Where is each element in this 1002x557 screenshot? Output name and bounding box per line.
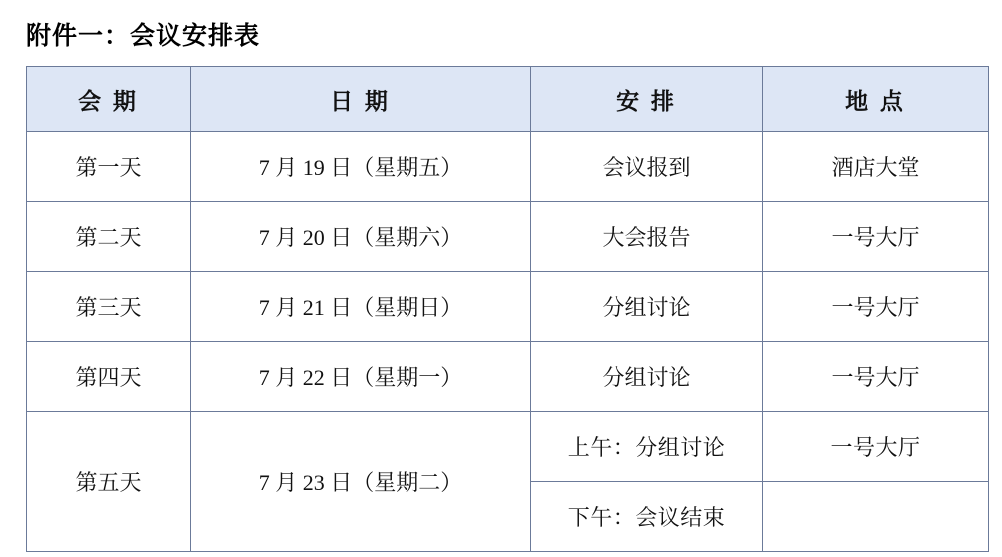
table-row <box>27 342 989 412</box>
column-header-venue: 地 点 <box>763 67 989 132</box>
cell-venue: 一号大厅 <box>763 412 989 482</box>
column-header-date: 日 期 <box>191 67 531 132</box>
cell-date: 7 月 22 日（星期一） <box>191 342 531 412</box>
cell-arrangement: 下午：会议结束 <box>531 482 763 552</box>
cell-arrangement: 会议报到 <box>531 132 763 202</box>
cell-session: 第一天 <box>27 132 191 202</box>
cell-session: 第五天 <box>27 412 191 552</box>
table-header <box>27 67 989 132</box>
cell-venue: 酒店大堂 <box>763 132 989 202</box>
page-title: 附件一：会议安排表 <box>26 23 261 50</box>
cell-venue <box>763 482 989 552</box>
cell-venue: 一号大厅 <box>763 272 989 342</box>
cell-session: 第四天 <box>27 342 191 412</box>
cell-venue: 一号大厅 <box>763 342 989 412</box>
cell-arrangement: 分组讨论 <box>531 272 763 342</box>
table-row <box>27 202 989 272</box>
cell-arrangement: 大会报告 <box>531 202 763 272</box>
column-header-arrangement: 安 排 <box>531 67 763 132</box>
table-header-row <box>27 67 989 132</box>
cell-arrangement: 上午：分组讨论 <box>531 412 763 482</box>
cell-session: 第三天 <box>27 272 191 342</box>
cell-date: 7 月 23 日（星期二） <box>191 412 531 552</box>
cell-venue: 一号大厅 <box>763 202 989 272</box>
table-row <box>27 412 989 482</box>
cell-date: 7 月 19 日（星期五） <box>191 132 531 202</box>
cell-date: 7 月 21 日（星期日） <box>191 272 531 342</box>
cell-arrangement: 分组讨论 <box>531 342 763 412</box>
cell-session: 第二天 <box>27 202 191 272</box>
column-header-session: 会 期 <box>27 67 191 132</box>
table-body <box>27 132 989 552</box>
table-row <box>27 132 989 202</box>
table-row <box>27 272 989 342</box>
cell-date: 7 月 20 日（星期六） <box>191 202 531 272</box>
conference-schedule-table <box>26 66 989 552</box>
